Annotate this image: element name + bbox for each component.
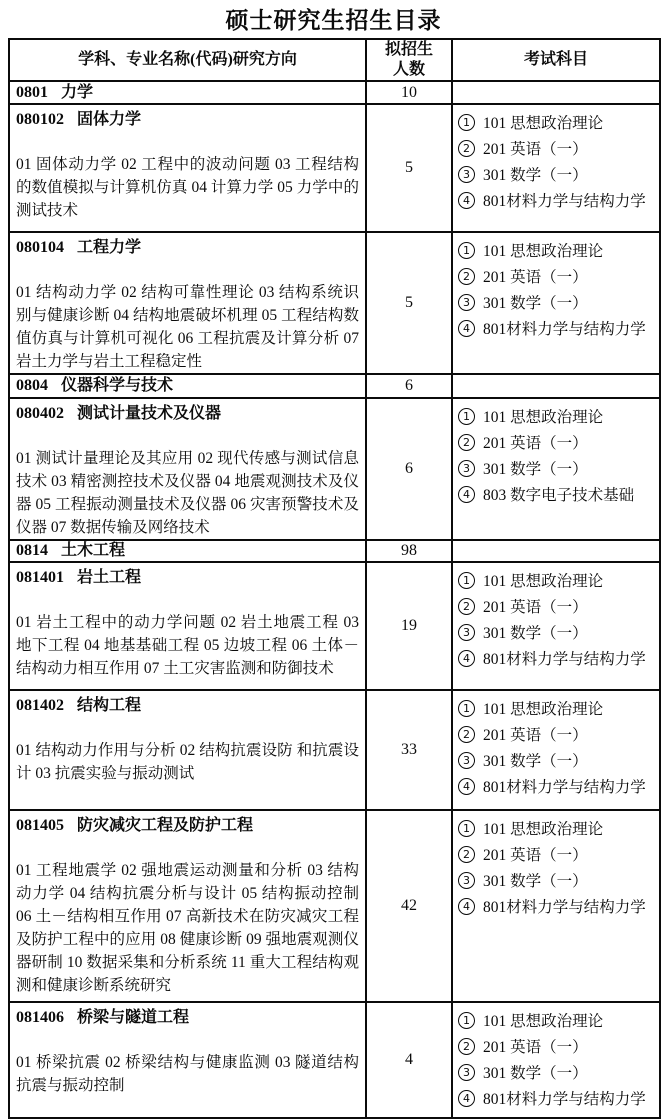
exam-subject-text: 201 英语（一） (483, 141, 588, 158)
exam-subject-text: 201 英语（一） (483, 727, 588, 744)
exam-subject-text: 101 思想政治理论 (483, 701, 604, 718)
exam-subject-item (458, 455, 657, 481)
major-row-081402 (9, 690, 660, 810)
major-name: 防灾减灾工程及防护工程 (77, 817, 254, 834)
exam-subject-item (458, 773, 657, 799)
exam-subject-text: 301 数学（一） (483, 1065, 588, 1082)
exam-subject-text: 801材料力学与结构力学 (483, 193, 646, 210)
exam-subject-item (458, 695, 657, 721)
exam-subject-item (458, 237, 657, 263)
quota-value: 33 (366, 690, 452, 810)
exam-subject-item (458, 721, 657, 747)
section-name: 力学 (61, 83, 94, 101)
major-name: 测试计量技术及仪器 (77, 405, 222, 422)
circled-number-icon: 3 (458, 872, 475, 889)
exam-subject-text: 201 英语（一） (483, 269, 588, 286)
major-code: 081402 (16, 697, 64, 714)
exam-subject-text: 101 思想政治理论 (483, 115, 604, 132)
directions-text: 01 测试计量理论及其应用 02 现代传感与测试信息技术 03 精密测控技术及仪器 04 地震观测技术及仪器 05 工程振动测量技术及仪器 06 灾害预警技术及仪器 07 数据传输及网络技术 (16, 450, 359, 536)
exam-subject-text: 803 数字电子技术基础 (483, 487, 635, 504)
circled-number-icon: 3 (458, 752, 475, 769)
major-name: 固体力学 (77, 111, 142, 128)
quota-value: 42 (366, 810, 452, 1002)
major-code: 080402 (16, 405, 64, 422)
circled-number-icon: 4 (458, 650, 475, 667)
major-code: 081401 (16, 569, 64, 586)
admissions-table (8, 38, 661, 1119)
page-title: 硕士研究生招生目录 (225, 8, 442, 33)
exam-subject-text: 801材料力学与结构力学 (483, 1091, 646, 1108)
exam-subject-text: 101 思想政治理论 (483, 1013, 604, 1030)
circled-number-icon: 2 (458, 268, 475, 285)
circled-number-icon: 1 (458, 700, 475, 717)
major-name: 工程力学 (77, 239, 142, 256)
section-name: 仪器科学与技术 (61, 377, 174, 394)
exam-cell-empty (452, 374, 660, 398)
exam-subject-item (458, 315, 657, 341)
circled-number-icon: 1 (458, 572, 475, 589)
exam-subject-text: 801材料力学与结构力学 (483, 899, 646, 916)
section-row-0804 (9, 374, 660, 398)
exam-subject-text: 301 数学（一） (483, 461, 588, 478)
major-title (16, 1005, 359, 1029)
circled-number-icon: 1 (458, 820, 475, 837)
circled-number-icon: 1 (458, 242, 475, 259)
circled-number-icon: 1 (458, 114, 475, 131)
circled-number-icon: 3 (458, 1064, 475, 1081)
table-header-row (9, 39, 660, 81)
quota-value: 6 (366, 398, 452, 540)
exam-subject-item (458, 109, 657, 135)
header-subject-column: 学科、专业名称(代码)研究方向 (9, 39, 366, 81)
exam-subject-text: 301 数学（一） (483, 167, 588, 184)
directions-text: 01 桥梁抗震 02 桥梁结构与健康监测 03 隧道结构抗震与振动控制 (16, 1054, 359, 1094)
major-title (16, 107, 359, 131)
quota-value: 5 (366, 232, 452, 374)
major-code: 080104 (16, 239, 64, 256)
exam-subject-text: 201 英语（一） (483, 1039, 588, 1056)
major-title (16, 565, 359, 589)
header-quota-line1: 拟招生 (384, 41, 433, 58)
exam-cell-empty (452, 81, 660, 104)
exam-subject-text: 301 数学（一） (483, 753, 588, 770)
exam-subject-text: 101 思想政治理论 (483, 243, 604, 260)
circled-number-icon: 3 (458, 624, 475, 641)
section-code: 0804 (16, 377, 48, 394)
quota-value: 10 (366, 81, 452, 104)
exam-subject-item (458, 263, 657, 289)
exam-subject-item (458, 747, 657, 773)
circled-number-icon: 2 (458, 598, 475, 615)
exam-subject-item (458, 161, 657, 187)
exam-subject-text: 301 数学（一） (483, 295, 588, 312)
exam-subject-text: 301 数学（一） (483, 873, 588, 890)
exam-subject-text: 201 英语（一） (483, 599, 588, 616)
directions-text: 01 岩土工程中的动力学问题 02 岩土地震工程 03 地下工程 04 地基基础工程 05 边坡工程 06 土体－结构动力相互作用 07 土工灾害监测和防御技术 (16, 614, 359, 677)
exam-subject-text: 801材料力学与结构力学 (483, 779, 646, 796)
circled-number-icon: 2 (458, 140, 475, 157)
directions-text: 01 结构动力作用与分析 02 结构抗震设防 和抗震设计 03 抗震实验与振动测试 (16, 742, 359, 782)
exam-subject-item (458, 403, 657, 429)
section-row-0801 (9, 81, 660, 104)
exam-subject-text: 101 思想政治理论 (483, 409, 604, 426)
exam-subject-text: 801材料力学与结构力学 (483, 321, 646, 338)
major-title (16, 235, 359, 259)
exam-subject-item (458, 481, 657, 507)
circled-number-icon: 4 (458, 898, 475, 915)
major-name: 桥梁与隧道工程 (77, 1009, 190, 1026)
major-title (16, 813, 359, 837)
major-row-081401 (9, 562, 660, 690)
exam-subject-text: 101 思想政治理论 (483, 821, 604, 838)
circled-number-icon: 2 (458, 1038, 475, 1055)
header-quota-line2: 人数 (392, 61, 425, 78)
exam-subject-item (458, 815, 657, 841)
directions-text: 01 固体动力学 02 工程中的波动问题 03 工程结构的数值模拟与计算机仿真 04 计算力学 05 力学中的测试技术 (16, 156, 359, 219)
section-code: 0801 (16, 83, 48, 101)
major-code: 081405 (16, 817, 64, 834)
exam-subject-item (458, 893, 657, 919)
quota-value: 5 (366, 104, 452, 232)
circled-number-icon: 4 (458, 778, 475, 795)
major-title (16, 693, 359, 717)
major-title (16, 401, 359, 425)
major-row-081406 (9, 1002, 660, 1118)
exam-subject-item (458, 841, 657, 867)
exam-subject-text: 801材料力学与结构力学 (483, 651, 646, 668)
exam-subject-item (458, 1033, 657, 1059)
circled-number-icon: 4 (458, 486, 475, 503)
circled-number-icon: 1 (458, 1012, 475, 1029)
section-name: 土木工程 (61, 542, 126, 559)
circled-number-icon: 2 (458, 726, 475, 743)
header-exam-column: 考试科目 (452, 39, 660, 81)
major-row-081405 (9, 810, 660, 1002)
exam-subject-item (458, 567, 657, 593)
circled-number-icon: 4 (458, 192, 475, 209)
directions-text: 01 结构动力学 02 结构可靠性理论 03 结构系统识别与健康诊断 04 结构地震破坏机理 05 工程结构数值仿真与计算机可视化 06 工程抗震及计算分析 07 岩土力学与岩土工程稳定性 (16, 284, 359, 370)
exam-subject-text: 101 思想政治理论 (483, 573, 604, 590)
exam-subject-item (458, 593, 657, 619)
exam-subject-item (458, 619, 657, 645)
major-row-080102 (9, 104, 660, 232)
quota-value: 6 (366, 374, 452, 398)
major-code: 081406 (16, 1009, 64, 1026)
circled-number-icon: 3 (458, 460, 475, 477)
exam-subject-item (458, 645, 657, 671)
major-row-080104 (9, 232, 660, 374)
exam-subject-item (458, 135, 657, 161)
quota-value: 98 (366, 540, 452, 562)
circled-number-icon: 1 (458, 408, 475, 425)
major-name: 结构工程 (77, 697, 142, 714)
exam-subject-item (458, 187, 657, 213)
circled-number-icon: 4 (458, 1090, 475, 1107)
exam-subject-item (458, 1007, 657, 1033)
major-name: 岩土工程 (77, 569, 142, 586)
exam-subject-item (458, 1085, 657, 1111)
exam-subject-item (458, 289, 657, 315)
exam-subject-text: 201 英语（一） (483, 435, 588, 452)
circled-number-icon: 3 (458, 166, 475, 183)
major-code: 080102 (16, 111, 64, 128)
circled-number-icon: 4 (458, 320, 475, 337)
major-row-080402 (9, 398, 660, 540)
quota-value: 19 (366, 562, 452, 690)
exam-subject-item (458, 867, 657, 893)
quota-value: 4 (366, 1002, 452, 1118)
circled-number-icon: 2 (458, 434, 475, 451)
section-row-0814 (9, 540, 660, 562)
circled-number-icon: 2 (458, 846, 475, 863)
circled-number-icon: 3 (458, 294, 475, 311)
header-quota-column (366, 39, 452, 81)
exam-subject-item (458, 429, 657, 455)
directions-text: 01 工程地震学 02 强地震运动测量和分析 03 结构动力学 04 结构抗震分析与设计 05 结构振动控制 06 土－结构相互作用 07 高新技术在防灾减灾工程及防护工程中的应用 08 健康诊断 09 强地震观测仪器研制 10 数据采集和分析系统 11 重大工程结构观测和健康诊断系统研究 (16, 862, 359, 994)
exam-subject-item (458, 1059, 657, 1085)
exam-cell-empty (452, 540, 660, 562)
exam-subject-text: 301 数学（一） (483, 625, 588, 642)
exam-subject-text: 201 英语（一） (483, 847, 588, 864)
section-code: 0814 (16, 542, 48, 559)
